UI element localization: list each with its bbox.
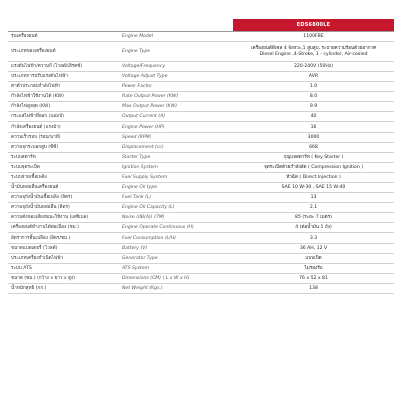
spec-label-th: กำลังไฟฟ้าใช้งานได้ (KW) <box>11 94 64 100</box>
header-spacer <box>8 19 233 31</box>
spec-value-line: 9.9 <box>309 104 318 110</box>
spec-label-en: Starter Type <box>122 154 151 160</box>
spec-label-en: Engine Type <box>122 48 151 54</box>
spec-label-th: รุ่นเครื่องยนต์ <box>11 33 38 39</box>
model-header: EDS6800LE <box>233 19 394 31</box>
spec-value-line: 16 <box>310 124 317 130</box>
spec-label-th: เครื่องยนต์ทำงานได้ต่อเนื่อง (ชม.) <box>11 225 79 231</box>
spec-row <box>8 213 394 223</box>
spec-label-th: ระบบ ATS <box>11 265 32 271</box>
spec-label-th: อัตราการสิ้นเปลือง (ลิตร/ชม.) <box>11 235 71 241</box>
spec-row <box>8 82 394 92</box>
spec-label-th: แรงดันไฟฟ้า/ความถี่ (โวลต์/เฮิรตซ์) <box>11 63 83 69</box>
spec-label-en: Max Output Power (KW) <box>122 104 178 110</box>
spec-row <box>8 254 394 264</box>
spec-row <box>8 122 394 132</box>
spec-label-th: น้ำมันหล่อลื่นเครื่องยนต์ <box>11 185 59 191</box>
spec-row <box>8 233 394 243</box>
spec-row <box>8 92 394 102</box>
spec-label-en: Speed (RPM) <box>122 134 152 140</box>
spec-label-en: Output Current (A) <box>122 114 166 120</box>
spec-value <box>233 153 394 162</box>
spec-label-th: ค่าตัวประกอบกำลังไฟฟ้า <box>11 84 61 90</box>
spec-row <box>8 112 394 122</box>
spec-row <box>8 274 394 284</box>
spec-value <box>233 82 394 91</box>
spec-row <box>8 173 394 183</box>
spec-row <box>8 102 394 112</box>
spec-label-th: กระแสไฟฟ้าที่ออก (แอมป์) <box>11 114 64 120</box>
spec-value-line: เครื่องยนต์ดีเซล 4 จังหวะ,1 สูบสูบ, ระบายความร้อนด้วยอากาศ <box>250 46 377 52</box>
spec-label-en: Rate Output Power (KW) <box>122 94 179 100</box>
spec-label-th: กำลังเครื่องยนต์ (แรงม้า) <box>11 124 61 130</box>
spec-value <box>233 143 394 152</box>
spec-label-en: Dimensions (CM) ( L x W x H) <box>122 275 190 281</box>
spec-label-th: ขนาดแบตเตอรี่ (โวลต์) <box>11 245 58 251</box>
table-header <box>8 19 394 31</box>
spec-table <box>8 19 394 294</box>
spec-label-th: ความจุกระบอกสูบ (ซีซี) <box>11 144 59 150</box>
spec-value-line: 1100FBE <box>303 33 324 39</box>
spec-label-en: Fuel Consumption (L/H) <box>122 235 176 241</box>
spec-value <box>233 244 394 253</box>
spec-value-line: 85 (ระยะ 7 เมตร) <box>295 215 332 221</box>
spec-value <box>233 72 394 81</box>
spec-row <box>8 143 394 153</box>
spec-value-line: กุญแจสตาร์ท ( Key Starter ) <box>283 154 344 160</box>
spec-row <box>8 153 394 163</box>
spec-row <box>8 163 394 173</box>
spec-row <box>8 32 394 42</box>
spec-label-en: Voltage Adjust Type <box>122 74 168 80</box>
spec-row <box>8 133 394 143</box>
spec-label-en: Power Factor <box>122 84 152 90</box>
spec-value <box>233 193 394 202</box>
spec-label-en: Engine Oil Capacity (L) <box>122 205 175 211</box>
spec-value-line: 40 <box>310 114 317 120</box>
spec-label-en: Engine Model <box>122 33 153 39</box>
spec-value-line: จุดระเบิดด้วยกำลังอัด ( Compression Ignition ) <box>264 164 363 170</box>
spec-value-line: 668 <box>309 144 318 150</box>
spec-label-en: Engine Oil type <box>122 185 158 191</box>
spec-label-en: Generator Type <box>122 255 158 261</box>
spec-row <box>8 193 394 203</box>
spec-row <box>8 244 394 254</box>
spec-label-th: น้ำหนักสุทธิ (กก.) <box>11 286 47 291</box>
spec-rows <box>8 32 394 294</box>
spec-label-th: ระบบจ่ายเชื้อเพลิง <box>11 174 47 180</box>
spec-label-th: กำลังไฟสูงสุด (KW) <box>11 104 51 110</box>
spec-label-en: Net Weight (Kgs.) <box>122 286 163 291</box>
spec-value-line: 2.1 <box>309 205 318 211</box>
spec-label-en: Fuel Supply System <box>122 174 168 180</box>
spec-value <box>233 264 394 273</box>
spec-label-en: Engine Operate Continuous (H) <box>122 225 194 231</box>
spec-value <box>233 163 394 172</box>
spec-value-line: 3.3 <box>309 235 318 241</box>
spec-value-line: แบบเปิด <box>305 255 322 261</box>
spec-row <box>8 203 394 213</box>
spec-row <box>8 62 394 72</box>
spec-value-line: 4 (ต่อน้ำมัน 1 ถัง) <box>295 225 332 231</box>
spec-label-th: ความจุถังน้ำมันเชื้อเพลิง (ลิตร) <box>11 195 73 201</box>
spec-value <box>233 42 394 61</box>
spec-row <box>8 72 394 82</box>
spec-value <box>233 62 394 71</box>
spec-label-en: Battery (V) <box>122 245 148 251</box>
spec-value-line: 3000 <box>307 134 320 140</box>
spec-value-line: 220-240V (50Hz) <box>293 63 334 69</box>
spec-value <box>233 254 394 263</box>
spec-label-en: Engine Power (HP) <box>122 124 165 130</box>
spec-value-line: 36 AH, 12 V <box>299 245 328 251</box>
spec-value-line: ไม่รองรับ <box>304 265 323 271</box>
spec-label-en: Voltage/Frequency <box>122 63 166 69</box>
spec-value <box>233 203 394 212</box>
spec-value <box>233 274 394 283</box>
spec-value-line: SAE 10 W-30 , SAE 15 W-40 <box>281 185 346 191</box>
spec-row <box>8 183 394 193</box>
spec-row <box>8 42 394 62</box>
spec-label-th: ประเภทเครื่องกำเนิดไฟฟ้า <box>11 255 64 261</box>
spec-value-line: 76 x 52 x 81 <box>299 275 328 281</box>
spec-value <box>233 32 394 41</box>
spec-value <box>233 173 394 182</box>
spec-label-en: Fuel Tank (L) <box>122 195 152 201</box>
spec-label-th: ประเภทของเครื่องยนต์ <box>11 48 56 54</box>
spec-value <box>233 284 394 293</box>
spec-value <box>233 112 394 121</box>
spec-label-en: Noise (dB(A)) (7M) <box>122 215 165 221</box>
spec-value-line: 138 <box>309 286 318 291</box>
spec-label-en: ATS System <box>122 265 150 271</box>
spec-label-th: ประเภทการปรับแรงดันไฟฟ้า <box>11 74 68 80</box>
spec-row <box>8 284 394 294</box>
spec-label-th: ความเร็วรอบ (รอบ/นาที) <box>11 134 61 140</box>
spec-value <box>233 122 394 131</box>
spec-label-th: ขนาด (ซม.) (กว้าง x ยาว x สูง) <box>11 275 75 281</box>
spec-label-th: ความจุถังน้ำมันหล่อลื่น (ลิตร) <box>11 205 70 211</box>
spec-row <box>8 223 394 233</box>
spec-value-line: 8.0 <box>309 94 318 100</box>
spec-value-line: หัวฉีด ( Direct Injection ) <box>286 174 341 180</box>
spec-value <box>233 233 394 242</box>
spec-label-th: ความดังของเสียงขณะใช้งาน (เดซิเบล) <box>11 215 89 221</box>
spec-value <box>233 223 394 232</box>
spec-value <box>233 183 394 192</box>
spec-value <box>233 213 394 222</box>
spec-value-line: 1.0 <box>309 84 318 90</box>
spec-row <box>8 264 394 274</box>
spec-label-th: ระบบจุดระเบิด <box>11 164 40 170</box>
spec-value-line: Diesel Engine ,4-Stroke, 1 - cylinder, Air-cooled <box>259 52 368 58</box>
spec-value <box>233 133 394 142</box>
spec-label-th: ระบบสตาร์ท <box>11 154 36 160</box>
spec-label-en: Displacement (cc) <box>122 144 164 150</box>
spec-value <box>233 92 394 101</box>
spec-value-line: AVR <box>308 74 319 80</box>
spec-value-line: 13 <box>310 195 317 201</box>
spec-value <box>233 102 394 111</box>
spec-label-en: Ignition System <box>122 164 158 170</box>
